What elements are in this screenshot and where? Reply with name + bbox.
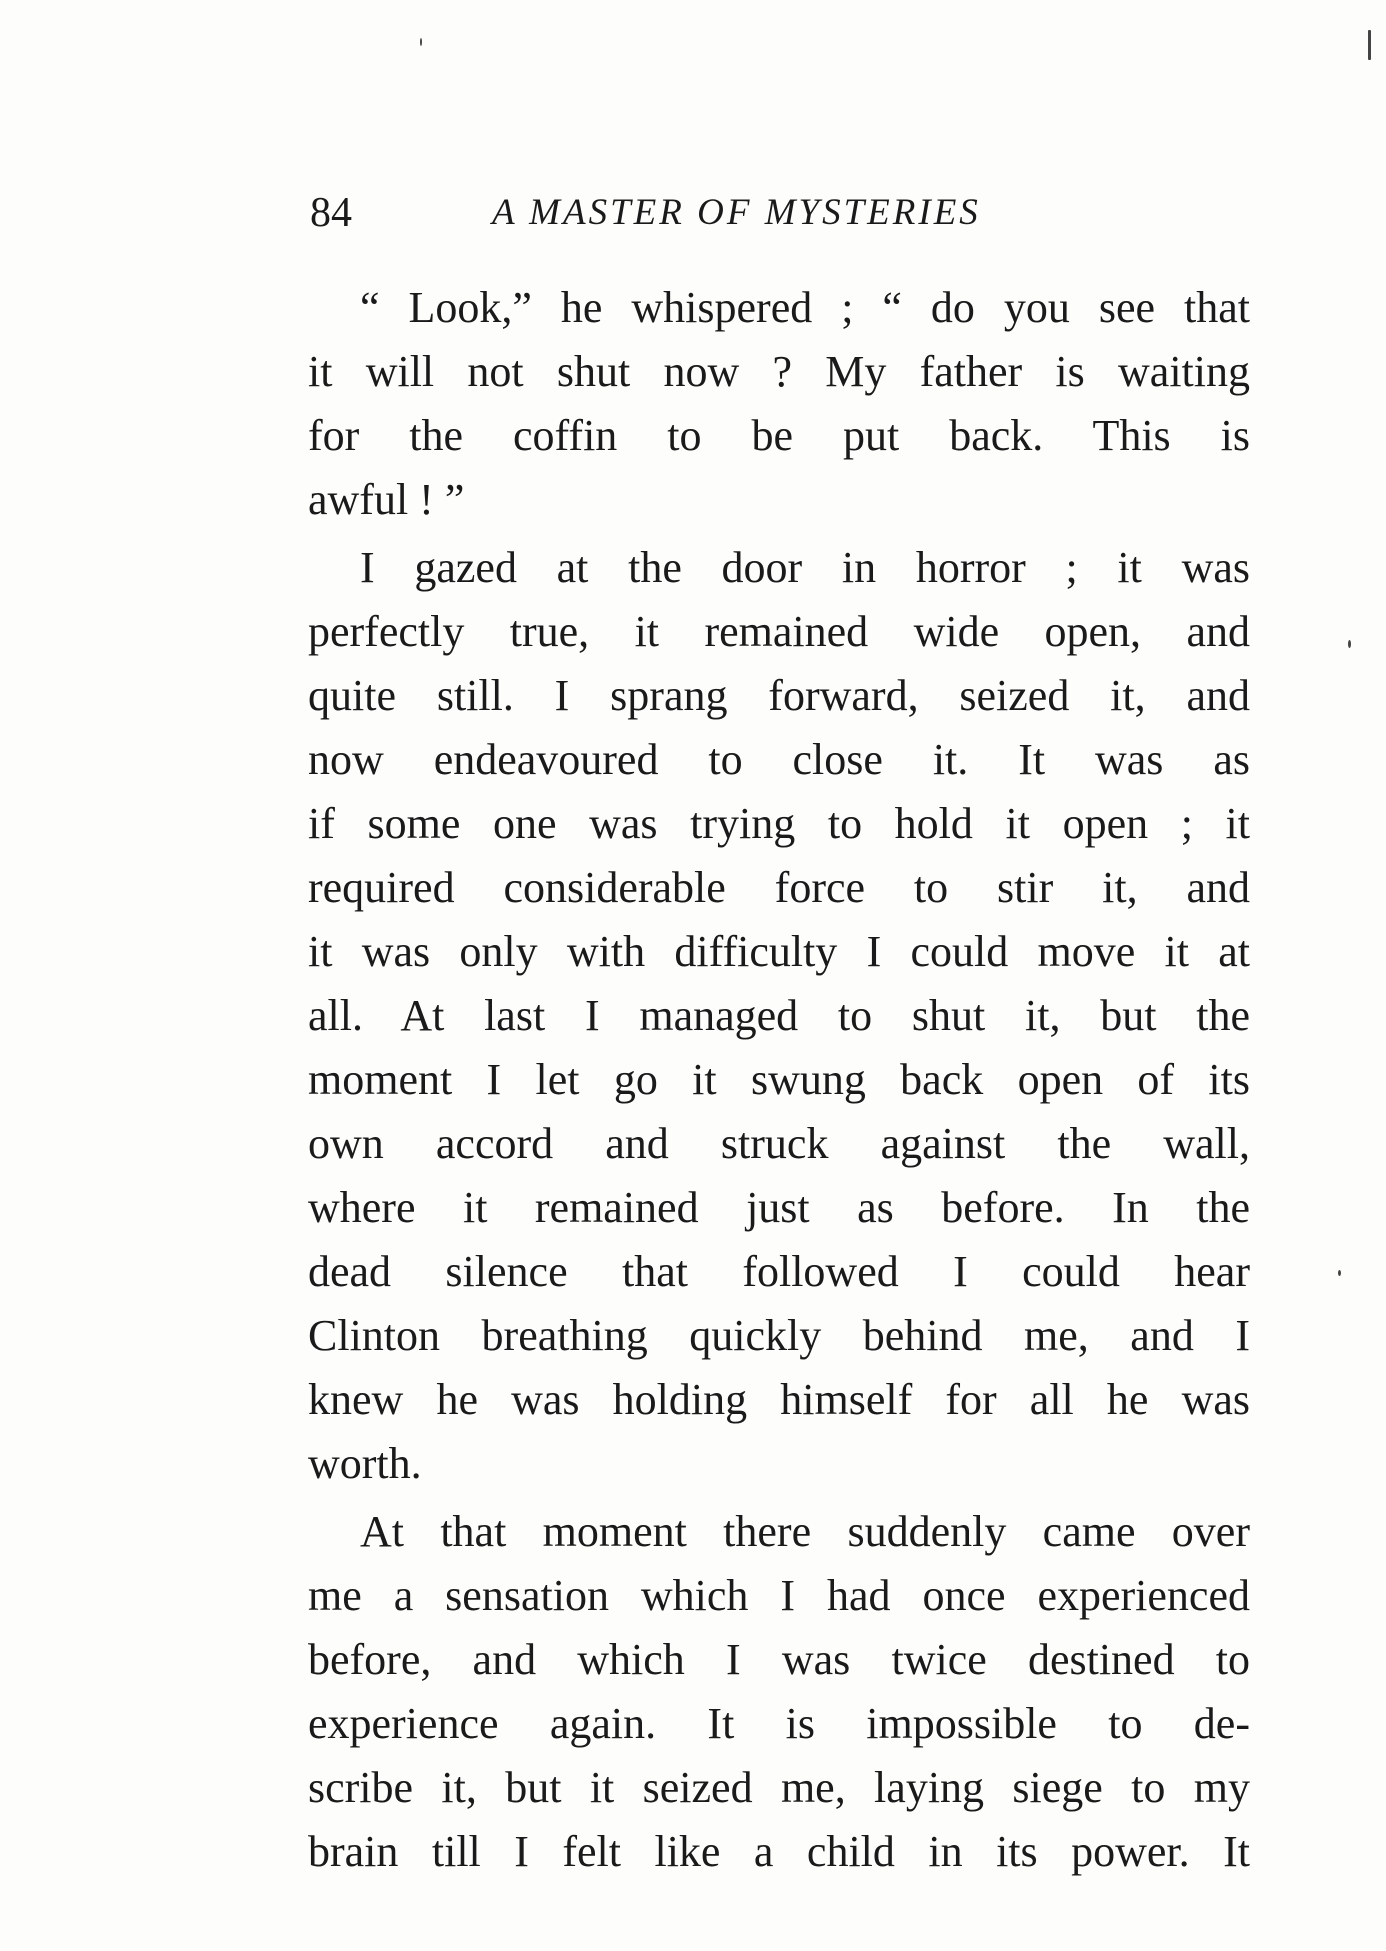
text-line: before, and which I was twice destined to xyxy=(308,1635,1250,1684)
text-line: “ Look,” he whispered ; “ do you see that xyxy=(360,283,1250,332)
text-line: now endeavoured to close it. It was as xyxy=(308,735,1250,784)
paragraph-3 xyxy=(308,1500,1250,1884)
text-line: it will not shut now ? My father is waiting xyxy=(308,347,1250,396)
paragraph-1 xyxy=(308,276,1250,532)
scan-speck xyxy=(420,38,422,46)
text-line: brain till I felt like a child in its power. It xyxy=(308,1827,1250,1876)
text-line: knew he was holding himself for all he was xyxy=(308,1375,1250,1424)
body-text xyxy=(308,276,1250,1884)
page-number: 84 xyxy=(310,190,352,236)
text-line: own accord and struck against the wall, xyxy=(308,1119,1250,1168)
text-line: if some one was trying to hold it open ; it xyxy=(308,799,1250,848)
text-line: me a sensation which I had once experienced xyxy=(308,1571,1250,1620)
text-line: moment I let go it swung back open of its xyxy=(308,1055,1250,1104)
text-line: scribe it, but it seized me, laying siege to my xyxy=(308,1763,1250,1812)
text-line: where it remained just as before. In the xyxy=(308,1183,1250,1232)
text-line: it was only with difficulty I could move it at xyxy=(308,927,1250,976)
text-line: Clinton breathing quickly behind me, and I xyxy=(308,1311,1250,1360)
text-line: perfectly true, it remained wide open, and xyxy=(308,607,1250,656)
text-line: required considerable force to stir it, and xyxy=(308,863,1250,912)
text-line: worth. xyxy=(308,1439,422,1488)
scan-speck xyxy=(1338,1270,1341,1276)
scan-speck xyxy=(1348,640,1351,648)
page-header xyxy=(310,188,1070,248)
running-title: A MASTER OF MYSTERIES xyxy=(492,192,981,233)
text-line: for the coffin to be put back. This is xyxy=(308,411,1250,460)
text-line: At that moment there suddenly came over xyxy=(360,1507,1250,1556)
text-line: I gazed at the door in horror ; it was xyxy=(360,543,1250,592)
text-line: dead silence that followed I could hear xyxy=(308,1247,1250,1296)
text-line: all. At last I managed to shut it, but the xyxy=(308,991,1250,1040)
text-line: experience again. It is impossible to de- xyxy=(308,1699,1250,1748)
text-line: quite still. I sprang forward, seized it, and xyxy=(308,671,1250,720)
text-line: awful ! ” xyxy=(308,475,465,524)
paragraph-2 xyxy=(308,536,1250,1496)
scan-speck xyxy=(1368,30,1371,60)
